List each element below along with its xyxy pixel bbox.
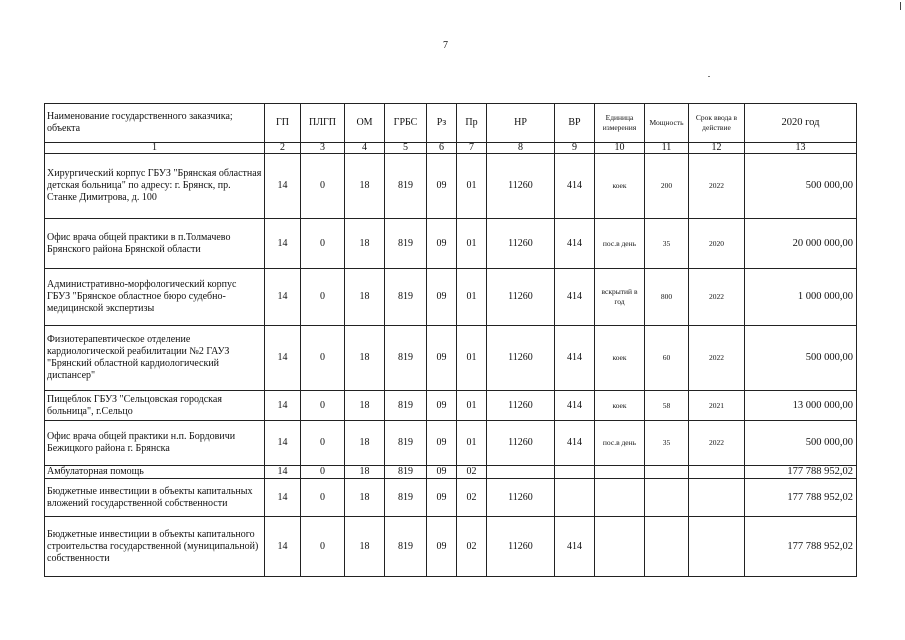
table-row-cell-3: 0 (301, 479, 345, 517)
table-row-cell-6: 09 (427, 479, 457, 517)
table-row-cell-7: 01 (457, 269, 487, 326)
table-row-cell-3: 0 (301, 421, 345, 466)
table-row (45, 517, 857, 577)
table-row-cell-10: коек (595, 154, 645, 219)
table-body (45, 104, 857, 577)
column-number-row-cell-5: 5 (385, 143, 427, 154)
corner-mark (900, 2, 901, 10)
table-row-cell-5: 819 (385, 466, 427, 479)
table-row-cell-1: Физиотерапевтическое отделение кардиологической реабилитации №2 ГАУЗ "Брянский областной кардиологический диспансер" (45, 326, 265, 391)
table-row-cell-10: коек (595, 391, 645, 421)
table-row-cell-3: 0 (301, 466, 345, 479)
table-row-cell-7: 01 (457, 326, 487, 391)
table-row-cell-4: 18 (345, 517, 385, 577)
table-row-cell-4: 18 (345, 466, 385, 479)
header-row (45, 104, 857, 143)
table-row-cell-12: 2022 (689, 154, 745, 219)
table-row-cell-10 (595, 479, 645, 517)
table-row-cell-8: 11260 (487, 391, 555, 421)
table-row-cell-11: 60 (645, 326, 689, 391)
table-row-cell-13: 500 000,00 (745, 421, 857, 466)
table-row-cell-2: 14 (265, 326, 301, 391)
table-row-cell-13: 13 000 000,00 (745, 391, 857, 421)
header-row-cell-8: НР (487, 104, 555, 143)
table-row-cell-6: 09 (427, 219, 457, 269)
table-row-cell-12: 2022 (689, 326, 745, 391)
table-row-cell-7: 01 (457, 219, 487, 269)
table-row-cell-12: 2022 (689, 421, 745, 466)
table-row-cell-8: 11260 (487, 269, 555, 326)
table-row-cell-1: Офис врача общей практики в п.Толмачево Брянского района Брянской области (45, 219, 265, 269)
table-row-cell-11 (645, 479, 689, 517)
table-row-cell-7: 02 (457, 517, 487, 577)
table-row-cell-2: 14 (265, 269, 301, 326)
column-number-row-cell-8: 8 (487, 143, 555, 154)
table-row-cell-9 (555, 466, 595, 479)
table-row-cell-9 (555, 479, 595, 517)
table-row-cell-2: 14 (265, 479, 301, 517)
table-row-cell-1: Хирургический корпус ГБУЗ "Брянская областная детская больница" по адресу: г. Брянск, пр. Станке Димитрова, д. 100 (45, 154, 265, 219)
header-row-cell-7: Пр (457, 104, 487, 143)
table-row (45, 466, 857, 479)
table-row-cell-5: 819 (385, 517, 427, 577)
table-row-cell-7: 01 (457, 154, 487, 219)
column-number-row-cell-4: 4 (345, 143, 385, 154)
table-row-cell-13: 1 000 000,00 (745, 269, 857, 326)
table-row-cell-7: 01 (457, 421, 487, 466)
column-number-row (45, 143, 857, 154)
table-row-cell-8: 11260 (487, 479, 555, 517)
table-row-cell-6: 09 (427, 326, 457, 391)
table-row-cell-2: 14 (265, 154, 301, 219)
table-row-cell-3: 0 (301, 219, 345, 269)
column-number-row-cell-3: 3 (301, 143, 345, 154)
header-row-cell-6: Рз (427, 104, 457, 143)
column-number-row-cell-13: 13 (745, 143, 857, 154)
table-row-cell-13: 500 000,00 (745, 326, 857, 391)
table-row-cell-7: 01 (457, 391, 487, 421)
header-row-cell-1: Наименование государственного заказчика; объекта (45, 104, 265, 143)
table-row-cell-12 (689, 466, 745, 479)
table-row-cell-6: 09 (427, 517, 457, 577)
table-row-cell-6: 09 (427, 154, 457, 219)
table-row-cell-12: 2021 (689, 391, 745, 421)
table-row-cell-11: 35 (645, 421, 689, 466)
table-row-cell-1: Бюджетные инвестиции в объекты капитального строительства государственной (муниципальной) собственности (45, 517, 265, 577)
table-row-cell-13: 177 788 952,02 (745, 479, 857, 517)
table-row (45, 479, 857, 517)
table-row-cell-8: 11260 (487, 421, 555, 466)
table-row-cell-13: 500 000,00 (745, 154, 857, 219)
table-row-cell-1: Бюджетные инвестиции в объекты капитальных вложений государственной собственности (45, 479, 265, 517)
table-row-cell-2: 14 (265, 391, 301, 421)
table-row-cell-2: 14 (265, 421, 301, 466)
table-row-cell-3: 0 (301, 391, 345, 421)
table-row-cell-2: 14 (265, 466, 301, 479)
table-row-cell-1: Амбулаторная помощь (45, 466, 265, 479)
table-row-cell-4: 18 (345, 269, 385, 326)
header-row-cell-4: ОМ (345, 104, 385, 143)
column-number-row-cell-10: 10 (595, 143, 645, 154)
table-row-cell-8: 11260 (487, 326, 555, 391)
table-row-cell-9: 414 (555, 154, 595, 219)
table-row-cell-10 (595, 517, 645, 577)
column-number-row-cell-9: 9 (555, 143, 595, 154)
table-row-cell-13: 20 000 000,00 (745, 219, 857, 269)
table-row-cell-1: Офис врача общей практики н.п. Бордовичи Бежицкого района г. Брянска (45, 421, 265, 466)
table-row-cell-13: 177 788 952,02 (745, 517, 857, 577)
table-row-cell-11: 58 (645, 391, 689, 421)
scan-speck (708, 76, 710, 77)
table-row-cell-6: 09 (427, 269, 457, 326)
page-number: 7 (443, 40, 448, 51)
table-row-cell-3: 0 (301, 269, 345, 326)
table-row-cell-5: 819 (385, 326, 427, 391)
column-number-row-cell-7: 7 (457, 143, 487, 154)
table-row (45, 326, 857, 391)
table-row-cell-10: вскрытий в год (595, 269, 645, 326)
table-row-cell-4: 18 (345, 391, 385, 421)
table-row (45, 219, 857, 269)
table-row-cell-3: 0 (301, 517, 345, 577)
header-row-cell-3: ПЛГП (301, 104, 345, 143)
table-row-cell-5: 819 (385, 391, 427, 421)
table-row-cell-9: 414 (555, 517, 595, 577)
table-row-cell-11: 200 (645, 154, 689, 219)
table-row-cell-6: 09 (427, 466, 457, 479)
header-row-cell-11: Мощность (645, 104, 689, 143)
header-row-cell-9: ВР (555, 104, 595, 143)
column-number-row-cell-2: 2 (265, 143, 301, 154)
table-row-cell-9: 414 (555, 391, 595, 421)
column-number-row-cell-6: 6 (427, 143, 457, 154)
table-row-cell-10: пос.в день (595, 421, 645, 466)
header-row-cell-10: Единица измерения (595, 104, 645, 143)
column-number-row-cell-1: 1 (45, 143, 265, 154)
table-row-cell-3: 0 (301, 154, 345, 219)
table-row-cell-12: 2020 (689, 219, 745, 269)
table-row-cell-4: 18 (345, 479, 385, 517)
table-row-cell-4: 18 (345, 421, 385, 466)
table-row-cell-8 (487, 466, 555, 479)
table-row-cell-8: 11260 (487, 219, 555, 269)
table-row (45, 391, 857, 421)
table-row-cell-2: 14 (265, 219, 301, 269)
table-row-cell-5: 819 (385, 269, 427, 326)
column-number-row-cell-12: 12 (689, 143, 745, 154)
table-row-cell-7: 02 (457, 466, 487, 479)
table-row (45, 154, 857, 219)
table-row-cell-10 (595, 466, 645, 479)
header-row-cell-5: ГРБС (385, 104, 427, 143)
table-row-cell-11: 800 (645, 269, 689, 326)
table-row-cell-2: 14 (265, 517, 301, 577)
table-row-cell-5: 819 (385, 154, 427, 219)
table-row (45, 269, 857, 326)
table-row-cell-9: 414 (555, 219, 595, 269)
table-row-cell-8: 11260 (487, 517, 555, 577)
table-row-cell-5: 819 (385, 421, 427, 466)
table-row-cell-12 (689, 479, 745, 517)
table-row-cell-9: 414 (555, 421, 595, 466)
budget-table (44, 103, 857, 577)
table-row-cell-7: 02 (457, 479, 487, 517)
table-row (45, 421, 857, 466)
table-row-cell-11 (645, 466, 689, 479)
table-row-cell-4: 18 (345, 326, 385, 391)
table-row-cell-5: 819 (385, 479, 427, 517)
table-row-cell-10: пос.в день (595, 219, 645, 269)
table-row-cell-6: 09 (427, 391, 457, 421)
table-row-cell-4: 18 (345, 154, 385, 219)
table-row-cell-9: 414 (555, 269, 595, 326)
table-row-cell-10: коек (595, 326, 645, 391)
table-row-cell-3: 0 (301, 326, 345, 391)
table-row-cell-4: 18 (345, 219, 385, 269)
table-row-cell-11 (645, 517, 689, 577)
column-number-row-cell-11: 11 (645, 143, 689, 154)
table-row-cell-6: 09 (427, 421, 457, 466)
table-row-cell-1: Административно-морфологический корпус ГБУЗ "Брянское областное бюро судебно-медицинской экспертизы (45, 269, 265, 326)
table-row-cell-12: 2022 (689, 269, 745, 326)
header-row-cell-12: Срок ввода в действие (689, 104, 745, 143)
table-row-cell-9: 414 (555, 326, 595, 391)
table-row-cell-13: 177 788 952,02 (745, 466, 857, 479)
table-row-cell-8: 11260 (487, 154, 555, 219)
header-row-cell-2: ГП (265, 104, 301, 143)
header-row-cell-13: 2020 год (745, 104, 857, 143)
table-row-cell-12 (689, 517, 745, 577)
table-row-cell-5: 819 (385, 219, 427, 269)
table-row-cell-1: Пищеблок ГБУЗ "Сельцовская городская больница", г.Сельцо (45, 391, 265, 421)
table-row-cell-11: 35 (645, 219, 689, 269)
